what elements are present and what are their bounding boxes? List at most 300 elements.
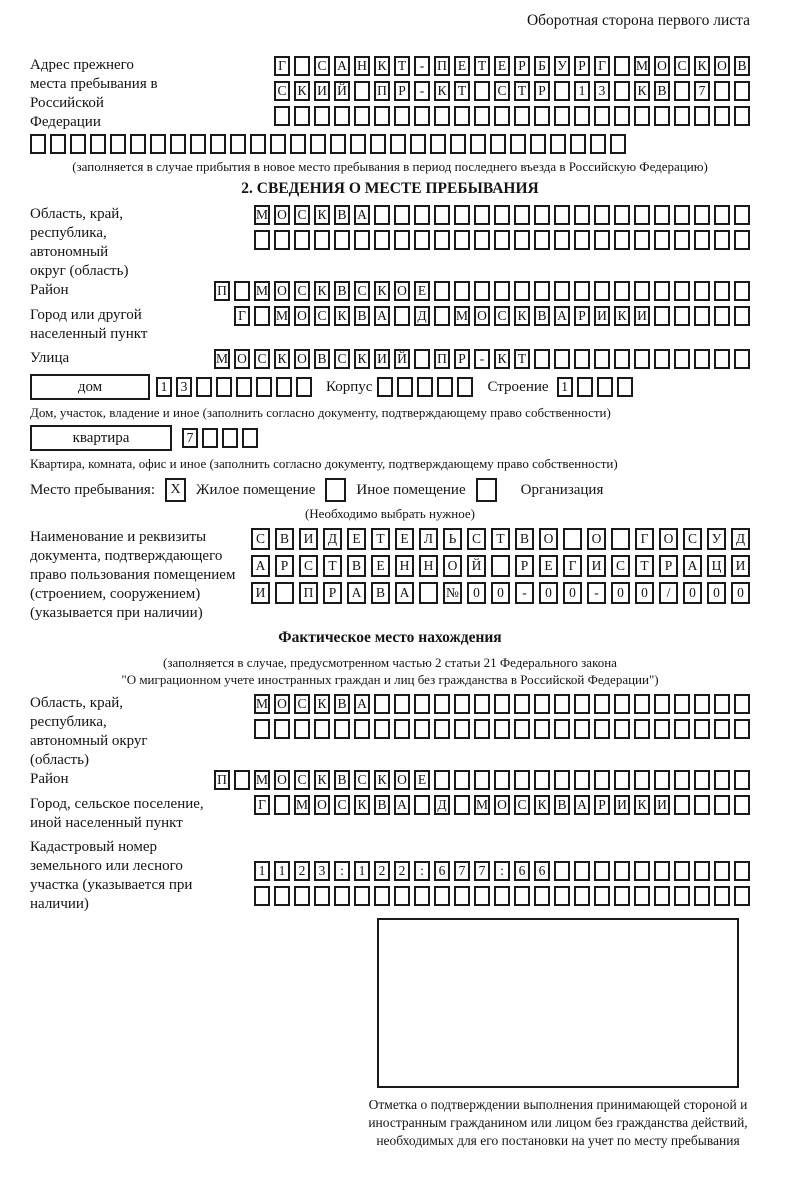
char-cell <box>554 205 570 225</box>
char-cell <box>714 230 730 250</box>
char-cell: Е <box>414 281 430 301</box>
char-cell: В <box>334 770 350 790</box>
char-cell: 6 <box>434 861 450 881</box>
doc-label: Наименование и реквизиты документа, подтверждающего право пользования помещением (строением, сооружением) (указывается при наличии) <box>30 529 236 621</box>
char-cell <box>534 719 550 739</box>
char-cell: О <box>294 306 310 326</box>
char-cell <box>354 719 370 739</box>
char-cell: 2 <box>294 861 310 881</box>
char-cell <box>594 886 610 906</box>
char-cell: О <box>274 694 290 714</box>
char-cell: П <box>374 81 390 101</box>
char-cell: А <box>354 694 370 714</box>
char-cell <box>574 694 590 714</box>
char-cell <box>454 795 470 815</box>
char-cell <box>474 886 490 906</box>
char-cell: К <box>334 306 350 326</box>
char-cell <box>276 377 292 397</box>
char-cell: 1 <box>254 861 270 881</box>
char-cell <box>50 134 66 154</box>
char-cell <box>474 81 490 101</box>
char-cell <box>514 719 530 739</box>
char-cell: В <box>314 349 330 369</box>
char-cell: Б <box>534 56 550 76</box>
char-cell <box>434 230 450 250</box>
char-cell: С <box>611 555 630 577</box>
char-cell <box>370 134 386 154</box>
char-cell <box>514 205 530 225</box>
char-cell <box>314 719 330 739</box>
char-cell: 3 <box>594 81 610 101</box>
char-cell <box>330 134 346 154</box>
char-cell <box>554 719 570 739</box>
char-cell <box>454 106 470 126</box>
char-cell: И <box>374 349 390 369</box>
char-cell <box>674 795 690 815</box>
kadastr-row-1 <box>254 861 750 881</box>
char-cell <box>334 230 350 250</box>
fact-note-1: (заполняется в случае, предусмотренном частью 2 статьи 21 Федерального закона <box>163 655 617 670</box>
char-cell: К <box>314 770 330 790</box>
char-cell <box>210 134 226 154</box>
char-cell <box>614 205 630 225</box>
char-cell <box>454 205 470 225</box>
prev-address-note: (заполняется в случае прибытия в новое место пребывания в период последнего въезда в Российскую Федерацию) <box>72 159 708 174</box>
doc-row-1 <box>251 528 750 550</box>
char-cell <box>374 694 390 714</box>
char-cell <box>216 377 232 397</box>
char-cell <box>470 134 486 154</box>
rayon-row-wrap <box>30 281 750 301</box>
checkbox-inoe-pomeshchenie <box>325 478 346 502</box>
char-cell <box>734 306 750 326</box>
char-cell: И <box>634 306 650 326</box>
char-cell: В <box>374 795 390 815</box>
char-cell: - <box>515 582 534 604</box>
fact-rayon-row <box>214 770 750 790</box>
char-cell: Г <box>563 555 582 577</box>
char-cell: 1 <box>156 377 172 397</box>
korpus-label: Корпус <box>326 378 373 395</box>
char-cell <box>714 886 730 906</box>
char-cell <box>554 81 570 101</box>
char-cell <box>574 719 590 739</box>
char-cell: 2 <box>374 861 390 881</box>
char-cell: М <box>254 770 270 790</box>
doc-group <box>30 528 750 623</box>
char-cell <box>414 230 430 250</box>
char-cell <box>654 349 670 369</box>
char-cell: Е <box>414 770 430 790</box>
char-cell <box>714 349 730 369</box>
char-cell: : <box>414 861 430 881</box>
char-cell: В <box>515 528 534 550</box>
char-cell <box>734 770 750 790</box>
char-cell <box>714 694 730 714</box>
stamp-area <box>377 918 739 1088</box>
char-cell <box>574 349 590 369</box>
char-cell: О <box>443 555 462 577</box>
oblast-group <box>30 205 750 281</box>
char-cell: П <box>434 56 450 76</box>
gorod-row <box>234 306 750 326</box>
char-cell <box>594 770 610 790</box>
stamp-section <box>366 918 750 1150</box>
char-cell <box>534 230 550 250</box>
char-cell <box>70 134 86 154</box>
char-cell: В <box>334 694 350 714</box>
char-cell: А <box>354 205 370 225</box>
char-cell <box>734 106 750 126</box>
char-cell <box>554 770 570 790</box>
char-cell <box>674 694 690 714</box>
char-cell: И <box>731 555 750 577</box>
char-cell <box>654 106 670 126</box>
char-cell <box>377 377 393 397</box>
char-cell <box>550 134 566 154</box>
char-cell <box>634 694 650 714</box>
char-cell: Н <box>395 555 414 577</box>
char-cell <box>617 377 633 397</box>
char-cell: Г <box>254 795 270 815</box>
char-cell <box>394 719 410 739</box>
char-cell <box>202 428 218 448</box>
char-cell: Г <box>594 56 610 76</box>
char-cell <box>554 886 570 906</box>
char-cell: В <box>534 306 550 326</box>
prev-address-rows <box>274 56 750 131</box>
char-cell: Т <box>514 349 530 369</box>
char-cell <box>594 230 610 250</box>
char-cell: О <box>394 281 410 301</box>
char-cell <box>474 106 490 126</box>
char-cell: В <box>654 81 670 101</box>
kvartira-note: Квартира, комната, офис и иное (заполнить согласно документу, подтверждающему право собственности) <box>30 456 618 471</box>
char-cell <box>634 886 650 906</box>
char-cell <box>434 694 450 714</box>
char-cell: Е <box>395 528 414 550</box>
char-cell <box>390 134 406 154</box>
char-cell <box>230 134 246 154</box>
char-cell: У <box>554 56 570 76</box>
char-cell <box>574 230 590 250</box>
char-cell <box>614 56 630 76</box>
char-cell <box>410 134 426 154</box>
prev-address-label: Адрес прежнего места пребывания в Российской Федерации <box>30 57 158 130</box>
char-cell: У <box>707 528 726 550</box>
char-cell: О <box>587 528 606 550</box>
char-cell: П <box>299 582 318 604</box>
char-cell <box>574 770 590 790</box>
kvartira-cells <box>182 428 258 448</box>
char-cell: О <box>314 795 330 815</box>
char-cell: 0 <box>563 582 582 604</box>
char-cell <box>454 886 470 906</box>
char-cell <box>434 719 450 739</box>
char-cell <box>242 428 258 448</box>
char-cell: И <box>587 555 606 577</box>
char-cell <box>614 81 630 101</box>
char-cell: 0 <box>707 582 726 604</box>
char-cell <box>474 719 490 739</box>
char-cell <box>594 106 610 126</box>
char-cell: К <box>274 349 290 369</box>
char-cell: Ц <box>707 555 726 577</box>
char-cell: : <box>334 861 350 881</box>
char-cell: И <box>654 795 670 815</box>
char-cell <box>714 81 730 101</box>
char-cell <box>674 281 690 301</box>
char-cell: № <box>443 582 462 604</box>
char-cell <box>534 770 550 790</box>
char-cell <box>350 134 366 154</box>
char-cell: М <box>274 306 290 326</box>
char-cell <box>534 694 550 714</box>
dom-row <box>30 374 750 400</box>
char-cell <box>734 281 750 301</box>
char-cell <box>190 134 206 154</box>
char-cell <box>514 694 530 714</box>
char-cell: С <box>274 81 290 101</box>
char-cell <box>674 106 690 126</box>
char-cell <box>614 230 630 250</box>
char-cell <box>554 349 570 369</box>
char-cell <box>437 377 453 397</box>
char-cell <box>714 795 730 815</box>
char-cell: Т <box>491 528 510 550</box>
char-cell <box>734 349 750 369</box>
char-cell <box>294 719 310 739</box>
char-cell: А <box>251 555 270 577</box>
char-cell: 0 <box>683 582 702 604</box>
char-cell <box>614 281 630 301</box>
char-cell: 0 <box>491 582 510 604</box>
char-cell <box>614 861 630 881</box>
char-cell <box>314 886 330 906</box>
char-cell: Д <box>731 528 750 550</box>
char-cell <box>414 106 430 126</box>
char-cell: Т <box>394 56 410 76</box>
char-cell: И <box>299 528 318 550</box>
char-cell <box>334 886 350 906</box>
char-cell: 7 <box>694 81 710 101</box>
fact-oblast-group <box>30 694 750 770</box>
char-cell <box>674 306 690 326</box>
kvartira-row <box>30 425 750 451</box>
fact-oblast-row-2 <box>254 719 750 739</box>
char-cell <box>474 281 490 301</box>
char-cell: 3 <box>176 377 192 397</box>
char-cell: К <box>514 306 530 326</box>
gorod-row-wrap <box>30 306 750 344</box>
char-cell: О <box>274 770 290 790</box>
char-cell <box>434 770 450 790</box>
char-cell: Г <box>274 56 290 76</box>
char-cell <box>634 719 650 739</box>
char-cell <box>374 230 390 250</box>
char-cell: И <box>314 81 330 101</box>
char-cell: 7 <box>182 428 198 448</box>
char-cell <box>534 106 550 126</box>
char-cell <box>634 281 650 301</box>
char-cell <box>514 281 530 301</box>
char-cell: А <box>683 555 702 577</box>
zhiloe-pomeshchenie-label: Жилое помещение <box>196 481 316 498</box>
char-cell <box>514 886 530 906</box>
char-cell <box>614 106 630 126</box>
char-cell: 0 <box>539 582 558 604</box>
ulitsa-row <box>214 349 750 369</box>
char-cell <box>414 694 430 714</box>
char-cell <box>734 861 750 881</box>
char-cell <box>256 377 272 397</box>
char-cell <box>734 205 750 225</box>
char-cell: К <box>694 56 710 76</box>
char-cell: Р <box>594 795 610 815</box>
char-cell <box>634 861 650 881</box>
char-cell: А <box>395 582 414 604</box>
char-cell: Р <box>574 56 590 76</box>
char-cell <box>274 795 290 815</box>
char-cell <box>574 861 590 881</box>
char-cell: Е <box>454 56 470 76</box>
prev-address-row-1 <box>274 56 750 76</box>
organizatsiya-label: Организация <box>520 481 604 498</box>
fact-title: Фактическое место нахождения <box>278 629 502 646</box>
fact-rayon-row-wrap <box>30 770 750 790</box>
char-cell: И <box>614 795 630 815</box>
char-cell <box>694 281 710 301</box>
char-cell <box>434 306 450 326</box>
char-cell <box>594 861 610 881</box>
char-cell <box>250 134 266 154</box>
char-cell <box>514 106 530 126</box>
char-cell <box>130 134 146 154</box>
char-cell <box>474 230 490 250</box>
kadastr-row-2 <box>254 886 750 906</box>
prev-address-row-3 <box>274 106 750 126</box>
char-cell: К <box>314 281 330 301</box>
char-cell: Р <box>574 306 590 326</box>
char-cell <box>594 719 610 739</box>
char-cell: В <box>354 306 370 326</box>
char-cell: Т <box>635 555 654 577</box>
char-cell: Р <box>659 555 678 577</box>
char-cell: С <box>294 281 310 301</box>
char-cell <box>454 694 470 714</box>
char-cell <box>694 719 710 739</box>
char-cell <box>494 770 510 790</box>
char-cell <box>694 861 710 881</box>
char-cell: М <box>454 306 470 326</box>
char-cell <box>434 106 450 126</box>
rayon-row <box>214 281 750 301</box>
section2-title: 2. СВЕДЕНИЯ О МЕСТЕ ПРЕБЫВАНИЯ <box>241 180 539 197</box>
char-cell: Й <box>394 349 410 369</box>
doc-rows <box>251 528 750 609</box>
char-cell <box>534 886 550 906</box>
char-cell: Т <box>323 555 342 577</box>
char-cell: К <box>434 81 450 101</box>
char-cell <box>454 281 470 301</box>
char-cell <box>614 349 630 369</box>
char-cell <box>270 134 286 154</box>
char-cell <box>434 281 450 301</box>
prev-address-row-4 <box>30 134 750 154</box>
char-cell: - <box>587 582 606 604</box>
char-cell: В <box>334 281 350 301</box>
char-cell <box>397 377 413 397</box>
char-cell <box>594 694 610 714</box>
char-cell <box>614 694 630 714</box>
char-cell <box>694 770 710 790</box>
char-cell <box>457 377 473 397</box>
char-cell <box>274 230 290 250</box>
char-cell: М <box>474 795 490 815</box>
char-cell: И <box>594 306 610 326</box>
char-cell <box>30 134 46 154</box>
char-cell <box>714 861 730 881</box>
char-cell: М <box>214 349 230 369</box>
char-cell <box>714 770 730 790</box>
char-cell <box>394 886 410 906</box>
char-cell <box>414 205 430 225</box>
char-cell <box>414 795 430 815</box>
char-cell <box>354 81 370 101</box>
char-cell <box>654 281 670 301</box>
char-cell: Н <box>354 56 370 76</box>
char-cell <box>374 719 390 739</box>
char-cell: 0 <box>611 582 630 604</box>
char-cell: А <box>554 306 570 326</box>
char-cell <box>554 106 570 126</box>
fact-oblast-label: Область, край, республика, автономный округ (область) <box>30 695 148 768</box>
char-cell: Д <box>414 306 430 326</box>
char-cell <box>654 886 670 906</box>
char-cell <box>419 582 438 604</box>
char-cell <box>554 861 570 881</box>
gorod-label: Город или другой населенный пункт <box>30 307 148 342</box>
char-cell: Р <box>515 555 534 577</box>
char-cell: П <box>214 770 230 790</box>
char-cell: К <box>634 81 650 101</box>
char-cell <box>734 230 750 250</box>
char-cell: С <box>334 795 350 815</box>
char-cell: О <box>654 56 670 76</box>
char-cell <box>514 770 530 790</box>
char-cell <box>634 770 650 790</box>
char-cell <box>554 281 570 301</box>
char-cell: 6 <box>514 861 530 881</box>
char-cell <box>254 886 270 906</box>
char-cell <box>594 281 610 301</box>
char-cell <box>597 377 613 397</box>
char-cell <box>694 106 710 126</box>
char-cell: Р <box>534 81 550 101</box>
char-cell: С <box>354 281 370 301</box>
char-cell <box>414 349 430 369</box>
char-cell <box>474 694 490 714</box>
char-cell <box>430 134 446 154</box>
char-cell <box>417 377 433 397</box>
char-cell: : <box>494 861 510 881</box>
ulitsa-row-wrap <box>30 349 750 369</box>
char-cell <box>574 106 590 126</box>
prev-address-row-2 <box>274 81 750 101</box>
char-cell: К <box>314 205 330 225</box>
char-cell <box>494 106 510 126</box>
char-cell <box>654 205 670 225</box>
